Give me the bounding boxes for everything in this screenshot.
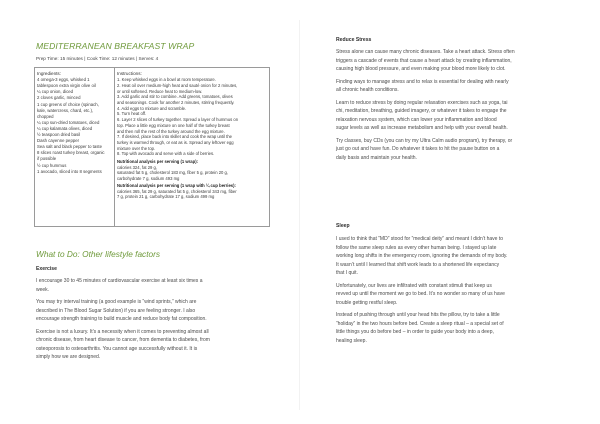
ingredient-line: if possible xyxy=(37,156,57,162)
instruction-line: 5. Turn heat off. xyxy=(117,111,147,117)
ingredient-line: ¼ cup onion, diced xyxy=(37,89,74,95)
ingredients-column xyxy=(35,68,115,226)
stress-body xyxy=(336,48,568,166)
paragraph-line: I encourage 30 to 45 minutes of cardiovascular exercise at least six times a xyxy=(36,278,203,284)
right-page xyxy=(300,0,600,424)
ingredient-line: ½ teaspoon dried basil xyxy=(37,132,81,138)
recipe-meta: Prep Time: 15 minutes | Cook Time: 12 minutes | Serves: 4 xyxy=(36,56,159,61)
paragraph-line: revved up until the moment we go to bed. It’s no wonder so many of us have xyxy=(336,291,505,297)
instructions-label: Instructions: xyxy=(117,71,142,76)
ingredient-line: ¼ cup kalamata olives, diced xyxy=(37,125,93,131)
paragraph-line: sugar levels as well as increase metabolism and help with your overall health. xyxy=(336,125,508,131)
paragraph-line: I used to think that “MD” stood for “medical deity” and meant I didn’t have to xyxy=(336,236,504,242)
paragraph-line: working long shifts in the emergency room, ignoring the demands of my body. xyxy=(336,253,508,259)
nutrition-line: calories 365, fat 29 g, saturated fat 5 g, cholesterol 343 mg, fiber xyxy=(117,188,237,194)
ingredient-line: kale, watercress, chard, etc.), xyxy=(37,107,94,113)
paragraph-line: chronic disease, from heart disease to cancer, from dementia to diabetes, from xyxy=(36,337,210,343)
paragraph-line: daily basis and maintain your health. xyxy=(336,154,417,161)
nutrition-1-text xyxy=(117,165,268,182)
ingredient-line: 1 cup greens of choice (spinach, xyxy=(37,101,99,107)
paragraph-line: Stress alone can cause many chronic diseases. Take a heart attack. Stress often xyxy=(336,49,515,55)
instruction-line: and then roll the rest of the turkey around the egg mixture. xyxy=(117,128,225,134)
paragraph-line: Exercise is not a luxury. It’s a necessity when it comes to preventing almost all xyxy=(36,328,209,335)
ingredients-label: Ingredients: xyxy=(37,71,62,76)
ingredient-line: 4 omega-3 eggs, whisked 1 xyxy=(37,77,90,83)
instruction-line: and seasonings. Cook for another 2 minutes, stirring frequently. xyxy=(117,100,235,106)
paragraph xyxy=(336,137,568,163)
nutrition-2-label: Nutritional analysis per serving (1 wrap with ¼ cup berries): xyxy=(117,182,236,188)
instruction-line: 4. Add eggs to mixture and scramble. xyxy=(117,105,187,111)
paragraph-line: trouble getting restful sleep. xyxy=(336,299,398,306)
ingredient-line: ½ cup hummus xyxy=(37,162,67,168)
instructions-column xyxy=(115,68,270,226)
nutrition-1-label: Nutritional analysis per serving (1 wrap): xyxy=(117,159,198,165)
paragraph-line: Learn to reduce stress by doing regular relaxation exercises such as yoga, tai xyxy=(336,99,508,106)
paragraph-line: encourage strength training to build muscle and reduce body fat composition. xyxy=(36,316,207,322)
nutrition-line: saturated fat 5 g, cholesterol 183 mg, fiber 5 g, protein 20 g, xyxy=(117,170,229,176)
paragraph-line: You may try interval training (a good example is “wind sprints,” which are xyxy=(36,299,197,305)
ingredient-line: 1 avocado, sliced into 8 segments xyxy=(37,168,102,174)
instruction-line: 6. Layer 2 slices of turkey together. Spread a layer of hummus on xyxy=(117,117,239,123)
paragraph-line: relaxation nervous system, which can lower your inflammation and blood xyxy=(336,116,497,123)
paragraph-line: osteoporosis to osteoarthritis. You cannot age successfully without it. It is xyxy=(36,345,198,352)
paragraph-line: Instead of pushing through until your head hits the pillow, try to take a little xyxy=(336,312,500,318)
paragraph-line: causing high blood pressure, and even making your blood more likely to clot. xyxy=(336,66,506,72)
instruction-line: 2. Heat oil over medium-high heat and sauté onion for 2 minutes, xyxy=(117,82,238,88)
paragraph xyxy=(336,282,568,308)
paragraph-line: follow the same sleep rules as every other human being. I stayed up late xyxy=(336,244,497,251)
recipe-title: MEDITERRANEAN BREAKFAST WRAP xyxy=(36,41,195,51)
paragraph xyxy=(336,78,568,95)
paragraph-line: simply how we are designed. xyxy=(36,354,101,360)
exercise-heading: Exercise xyxy=(36,266,57,272)
paragraph-line: week. xyxy=(36,286,50,293)
instruction-line: 3. Add garlic and stir to combine. Add greens, tomatoes, olives xyxy=(117,94,233,100)
paragraph xyxy=(336,235,568,278)
instruction-line: 1. Keep whisked eggs in a bowl at room temperature. xyxy=(117,77,216,83)
paragraph-line: triggers a cascade of events that cause a heart attack by creating inflammation, xyxy=(336,57,512,64)
recipe-table xyxy=(34,67,270,227)
stress-heading: Reduce Stress xyxy=(336,37,372,43)
nutrition-2-text xyxy=(117,189,268,200)
paragraph-line: that I quit. xyxy=(336,270,358,276)
ingredient-line: Dash cayenne pepper xyxy=(37,138,80,144)
paragraph-line: It wasn’t until I learned that shift work leads to a shortened life expectancy xyxy=(336,261,500,268)
instructions-list xyxy=(117,77,268,157)
instruction-line: top. Place a little egg mixture on one half of the turkey breast xyxy=(117,122,230,128)
ingredient-line: 2 cloves garlic, minced xyxy=(37,95,81,101)
sleep-heading: Sleep xyxy=(336,223,350,229)
paragraph-line: described in The Blood Sugar Solution) if you are feeling stronger. I also xyxy=(36,307,196,314)
paragraph-line: little things you do before bed – in order to guide your body into a deep, xyxy=(336,329,494,335)
ingredient-line: ¼ cup sun-dried tomatoes, diced xyxy=(37,119,100,125)
paragraph-line: “holiday” in the two hours before bed. Create a sleep ritual – a special set of xyxy=(336,320,504,327)
instruction-line: turkey is warmed through, or eat as is. Spread any leftover egg xyxy=(117,139,234,145)
paragraph xyxy=(36,298,268,324)
paragraph-line: chi, meditation, breathing, guided imagery, or whatever it takes to engage the xyxy=(336,108,507,114)
paragraph-line: Try classes, buy CDs (you can try my Ultra Calm audio program), try therapy, or xyxy=(336,137,513,144)
paragraph xyxy=(336,48,568,74)
instruction-line: or until softened. Reduce heat to medium-low. xyxy=(117,88,203,94)
ingredient-line: tablespoon extra virgin olive oil xyxy=(37,83,96,89)
instruction-line: 8. Top with avocado and serve with a side of berries. xyxy=(117,151,215,157)
ingredient-line: chopped xyxy=(37,113,54,119)
ingredient-line: 8 slices roast turkey breast, organic xyxy=(37,150,105,156)
ingredient-line: Sea salt and black pepper to taste xyxy=(37,144,102,150)
nutrition-line: 7 g, protein 21 g, carbohydrate 17 g, sodium 499 mg xyxy=(117,194,215,200)
paragraph xyxy=(336,311,568,345)
instruction-line: mixture over the top. xyxy=(117,145,156,151)
nutrition-line: carbohydrate 7 g, sodium 493 mg xyxy=(117,176,180,182)
exercise-body xyxy=(36,277,268,366)
paragraph-line: Finding ways to manage stress and to relax is essential for dealing with nearly xyxy=(336,78,509,85)
instruction-line: 7. If desired, place back into skillet and cook the wrap until the xyxy=(117,134,232,140)
paragraph xyxy=(36,328,268,362)
lifestyle-section-title: What to Do: Other lifestyle factors xyxy=(36,249,161,259)
paragraph-line: just go out and have fun. Do whatever it takes to hit the pause button on a xyxy=(336,146,500,152)
sleep-body xyxy=(336,235,568,349)
nutrition-line: calories 324, fat 29 g, xyxy=(117,164,158,170)
paragraph xyxy=(336,99,568,133)
paragraph xyxy=(36,277,268,294)
paragraph-line: healing sleep. xyxy=(336,337,367,344)
ingredients-list xyxy=(37,77,112,175)
paragraph-line: Unfortunately, our lives are infiltrated with constant stimuli that keep us xyxy=(336,282,492,289)
paragraph-line: all chronic health conditions. xyxy=(336,87,399,93)
